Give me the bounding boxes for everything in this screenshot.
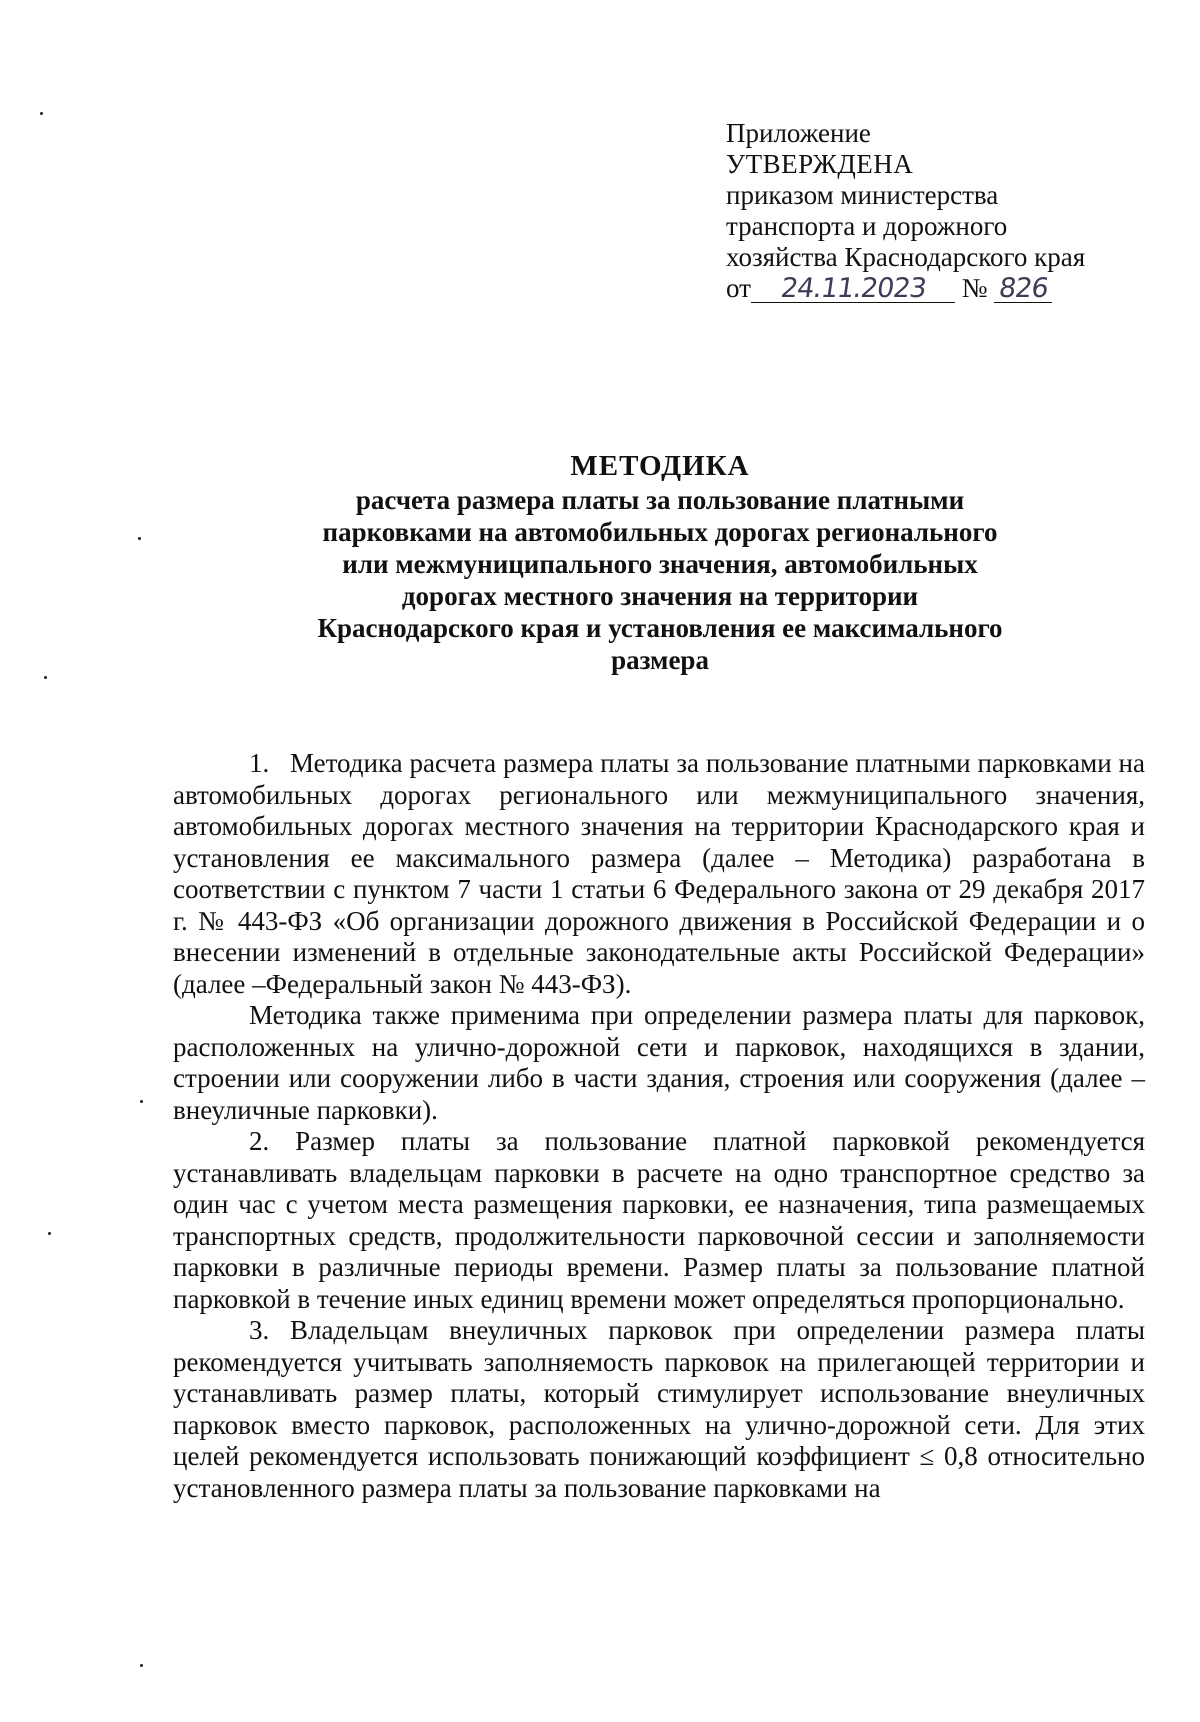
title-main: МЕТОДИКА: [570, 450, 750, 482]
paragraph-1: 1. Методика расчета размера платы за пользование платными парковками на автомобильных дорогах регионального или межмуниципального значения, автомобильных дорогах местного значения на территории Краснодарского края и установления ее максимального размера (далее – Методика) разработана в соответствии с пунктом 7 части 1 статьи 6 Федерального закона от 29 декабря 2017 г. № 443-ФЗ «Об организации дорожного движения в Российской Федерации и о внесении изменений в отдельные законодательные акты Российской Федерации» (далее –Федеральный закон № 443-ФЗ).: [173, 748, 1145, 999]
title-line: Краснодарского края и установления ее максимального: [317, 613, 1003, 643]
title-line: или межмуниципального значения, автомобильных: [342, 549, 978, 579]
scan-speck: [140, 1664, 143, 1667]
approved-label: УТВЕРЖДЕНА: [726, 149, 914, 179]
scan-speck: [140, 1100, 143, 1103]
handwritten-number: 826: [996, 273, 1050, 304]
approval-block: [726, 118, 1166, 304]
paragraph-3: 3. Владельцам внеуличных парковок при определении размера платы рекомендуется учитывать заполняемость парковок на прилегающей территории и устанавливать размер платы, который стимулирует использование внеуличных парковок вместо парковок, расположенных на улично-дорожной сети. Для этих целей рекомендуется использовать понижающий коэффициент ≤ 0,8 относительно установленного размера платы за пользование парковками на: [173, 1315, 1145, 1503]
order-date-field: [751, 275, 955, 303]
title-line: размера: [611, 645, 709, 675]
title-line: парковками на автомобильных дорогах регионального: [322, 517, 998, 547]
handwritten-date: 24.11.2023: [778, 273, 928, 304]
title-line: расчета размера платы за пользование платными: [355, 485, 965, 515]
approval-line-3: хозяйства Краснодарского края: [726, 242, 1086, 272]
scan-speck: [138, 537, 141, 540]
paragraph-2: 2. Размер платы за пользование платной парковкой рекомендуется устанавливать владельцам парковки в расчете на одно транспортное средство за один час с учетом места размещения парковки, ее назначения, типа размещаемых транспортных средств, продолжительности парковочной сессии и заполняемости парковки в различные периоды времени. Размер платы за пользование платной парковкой в течение иных единиц времени может определяться пропорционально.: [173, 1126, 1145, 1314]
paragraph-1-continued: Методика также применима при определении размера платы для парковок, расположенных на улично-дорожной сети и парковок, находящихся в здании, строении или сооружении либо в части здания, строения или сооружения (далее – внеуличные парковки).: [173, 1000, 1145, 1125]
scan-speck: [40, 112, 43, 115]
document-title: [255, 450, 1065, 676]
order-date-number-line: [726, 273, 1166, 304]
appendix-label: Приложение: [726, 118, 871, 148]
document-body: [173, 748, 1145, 1504]
scan-speck: [48, 1232, 51, 1235]
approval-line-1: приказом министерства: [726, 180, 999, 210]
scan-speck: [44, 676, 47, 679]
title-line: дорогах местного значения на территории: [401, 581, 919, 611]
number-sign: №: [961, 273, 988, 303]
approval-line-2: транспорта и дорожного: [726, 211, 1008, 241]
order-number-field: [994, 275, 1052, 303]
date-prefix: от: [726, 273, 751, 303]
